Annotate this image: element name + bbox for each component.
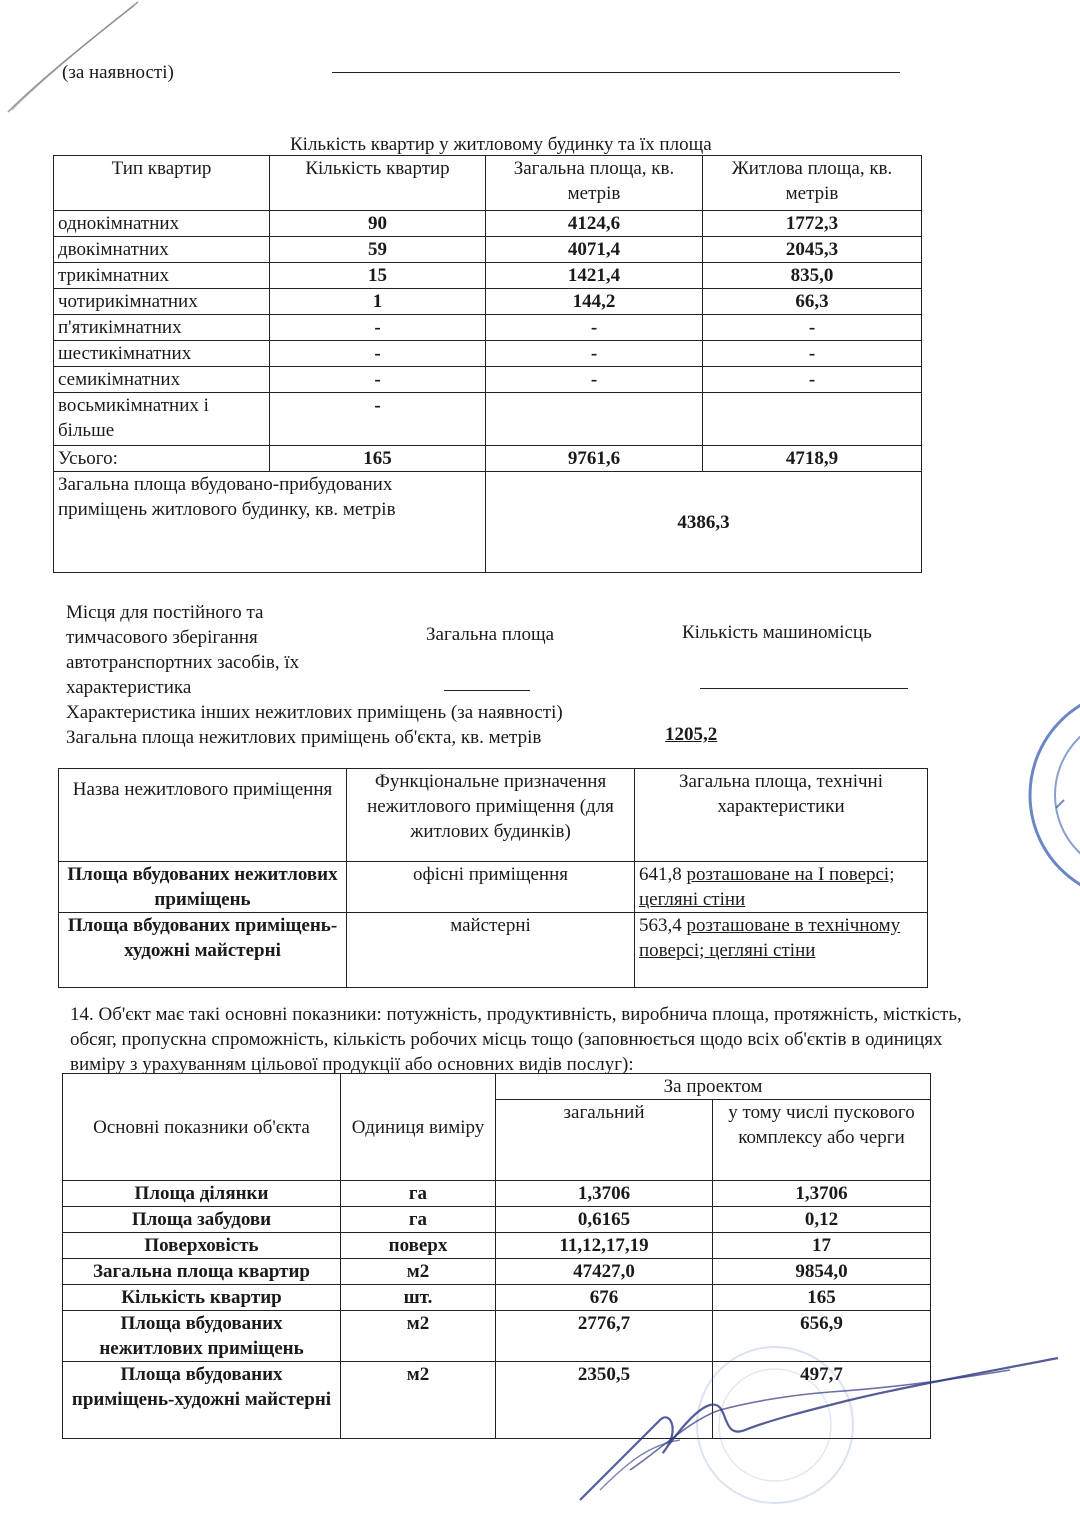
flat-living-area: 1772,3 (703, 211, 922, 237)
flat-count: - (270, 367, 486, 393)
indicator-total: 1,3706 (496, 1181, 713, 1207)
flat-total-label: Усього: (54, 446, 270, 472)
flat-type: чотирикімнатних (54, 289, 270, 315)
flat-living-area: - (703, 315, 922, 341)
indicator-name: Загальна площа квартир (63, 1259, 341, 1285)
flat-type: шестикімнатних (54, 341, 270, 367)
indicator-total: 0,6165 (496, 1207, 713, 1233)
builtin-area-label: Загальна площа вбудовано-прибудованих приміщень житлового будинку, кв. метрів (54, 472, 486, 573)
nonres-header-purpose: Функціональне призначення нежитлового приміщення (для житлових будинків) (347, 769, 635, 862)
indicator-name: Кількість квартир (63, 1285, 341, 1311)
nonres-purpose: майстерні (347, 913, 635, 988)
table-row (59, 862, 928, 913)
flat-living-area (703, 393, 922, 446)
indicator-name: Площа вбудованих нежитлових приміщень (63, 1311, 341, 1362)
table-row (63, 1285, 931, 1311)
flat-living-area: 2045,3 (703, 237, 922, 263)
nonres-header-area: Загальна площа, технічні характеристики (635, 769, 928, 862)
other-premises-label: Характеристика інших нежитлових приміщень (за наявності) (66, 702, 563, 723)
indicator-incl: 17 (713, 1233, 931, 1259)
indicators-header-row-1 (63, 1074, 931, 1100)
nonres-purpose: офісні приміщення (347, 862, 635, 913)
flats-header-total: Загальна площа, кв. метрів (486, 156, 703, 211)
indicator-name: Площа ділянки (63, 1181, 341, 1207)
flats-header-type: Тип квартир (54, 156, 270, 211)
flat-living-area: - (703, 367, 922, 393)
table-row (63, 1207, 931, 1233)
flat-type: семикімнатних (54, 367, 270, 393)
flat-count: 1 (270, 289, 486, 315)
flat-type: п'ятикімнатних (54, 315, 270, 341)
table-row (54, 237, 922, 263)
flat-total-area: - (486, 341, 703, 367)
nonres-total-value: 1205,2 (665, 724, 718, 745)
table-row (54, 263, 922, 289)
indicator-name: Площа вбудованих приміщень-художні майстерні (63, 1362, 341, 1439)
indicator-unit: поверх (341, 1233, 496, 1259)
indicator-total: 2776,7 (496, 1311, 713, 1362)
nonres-name: Площа вбудованих приміщень-художні майстерні (59, 913, 347, 988)
flat-total-area: 144,2 (486, 289, 703, 315)
indicators-header-name: Основні показники об'єкта (63, 1074, 341, 1181)
flat-total-count: 165 (270, 446, 486, 472)
flat-living-area: 835,0 (703, 263, 922, 289)
flat-count: - (270, 393, 486, 446)
flat-total-living-area: 4718,9 (703, 446, 922, 472)
indicator-name: Поверховість (63, 1233, 341, 1259)
indicator-unit: м2 (341, 1259, 496, 1285)
flat-count: 90 (270, 211, 486, 237)
flats-header-count: Кількість квартир (270, 156, 486, 211)
table-row (59, 913, 928, 988)
table-row (63, 1233, 931, 1259)
indicator-total: 11,12,17,19 (496, 1233, 713, 1259)
table-row (54, 315, 922, 341)
indicator-unit: м2 (341, 1311, 496, 1362)
flat-type: однокімнатних (54, 211, 270, 237)
indicators-header-project: За проектом (496, 1074, 931, 1100)
flat-type: двокімнатних (54, 237, 270, 263)
flat-count: 59 (270, 237, 486, 263)
indicator-unit: шт. (341, 1285, 496, 1311)
indicators-header-total: загальний (496, 1100, 713, 1181)
table-row (63, 1181, 931, 1207)
nonres-header-row (59, 769, 928, 862)
flat-total-total-area: 9761,6 (486, 446, 703, 472)
flat-type: трикімнатних (54, 263, 270, 289)
signature-icon (570, 1350, 1070, 1510)
indicator-unit: га (341, 1181, 496, 1207)
indicator-incl: 656,9 (713, 1311, 931, 1362)
indicators-header-unit: Одиниця виміру (341, 1074, 496, 1181)
stamp-icon (1020, 680, 1080, 910)
top-blank-line (332, 72, 900, 73)
nonres-area-desc: розташоване на І поверсі; цегляні стіни (639, 864, 895, 910)
flats-table-title: Кількість квартир у житловому будинку та їх площа (290, 134, 712, 155)
flat-total-area: 4124,6 (486, 211, 703, 237)
flat-count: - (270, 315, 486, 341)
nonres-table (58, 768, 928, 988)
table-row (54, 289, 922, 315)
nonres-area (635, 913, 928, 988)
flats-table (53, 155, 922, 573)
builtin-area-value: 4386,3 (486, 472, 922, 573)
indicator-unit: м2 (341, 1362, 496, 1439)
nonres-area (635, 862, 928, 913)
indicator-incl: 165 (713, 1285, 931, 1311)
flat-total-area (486, 393, 703, 446)
parking-label: Місця для постійного та тимчасового зберігання автотранспортних засобів, їх характеристика (66, 602, 300, 698)
indicator-incl: 497,7 (713, 1362, 931, 1439)
flat-count: - (270, 341, 486, 367)
nonres-total-label: Загальна площа нежитлових приміщень об'єкта, кв. метрів (66, 727, 542, 748)
table-row (54, 341, 922, 367)
nonres-header-name: Назва нежитлового приміщення (59, 769, 347, 862)
nonres-area-desc: розташоване в технічному поверсі; цегляні стіни (639, 915, 901, 961)
nonres-name: Площа вбудованих нежитлових приміщень (59, 862, 347, 913)
flat-total-area: - (486, 315, 703, 341)
parking-area-label: Загальна площа (426, 624, 555, 645)
table-row (63, 1259, 931, 1285)
flats-header-living: Житлова площа, кв. метрів (703, 156, 922, 211)
nonres-area-number: 641,8 (639, 864, 682, 885)
table-row (54, 367, 922, 393)
table-row (54, 393, 922, 446)
flat-living-area: - (703, 341, 922, 367)
indicator-total: 47427,0 (496, 1259, 713, 1285)
parking-area-blank (444, 690, 530, 691)
flat-total-area: - (486, 367, 703, 393)
flat-living-area: 66,3 (703, 289, 922, 315)
table-row (54, 211, 922, 237)
pen-stroke-mark (0, 0, 150, 120)
indicator-total: 676 (496, 1285, 713, 1311)
indicators-header-incl: у тому числі пускового комплексу або черги (713, 1100, 931, 1181)
indicator-incl: 9854,0 (713, 1259, 931, 1285)
builtin-area-row (54, 472, 922, 573)
top-note: (за наявності) (62, 62, 174, 83)
indicator-total: 2350,5 (496, 1362, 713, 1439)
indicator-name: Площа забудови (63, 1207, 341, 1233)
flat-total-area: 4071,4 (486, 237, 703, 263)
parking-spaces-label: Кількість машиномісць (682, 622, 872, 643)
indicator-incl: 1,3706 (713, 1181, 931, 1207)
section-14-text: 14. Об'єкт має такі основні показники: потужність, продуктивність, виробнича площа, протяжність, місткість, обсяг, пропускна спроможність, кількість робочих місць тощо (заповнюється щодо всіх об'єктів в одиницях виміру з урахуванням цільової продукції або основних видів послуг): (70, 1004, 962, 1075)
indicator-incl: 0,12 (713, 1207, 931, 1233)
flats-total-row (54, 446, 922, 472)
flat-count: 15 (270, 263, 486, 289)
flat-type: восьмикімнатних і більше (54, 393, 270, 446)
flats-header-row (54, 156, 922, 211)
parking-spaces-blank (700, 688, 908, 689)
indicator-unit: га (341, 1207, 496, 1233)
nonres-area-number: 563,4 (639, 915, 682, 936)
flat-total-area: 1421,4 (486, 263, 703, 289)
